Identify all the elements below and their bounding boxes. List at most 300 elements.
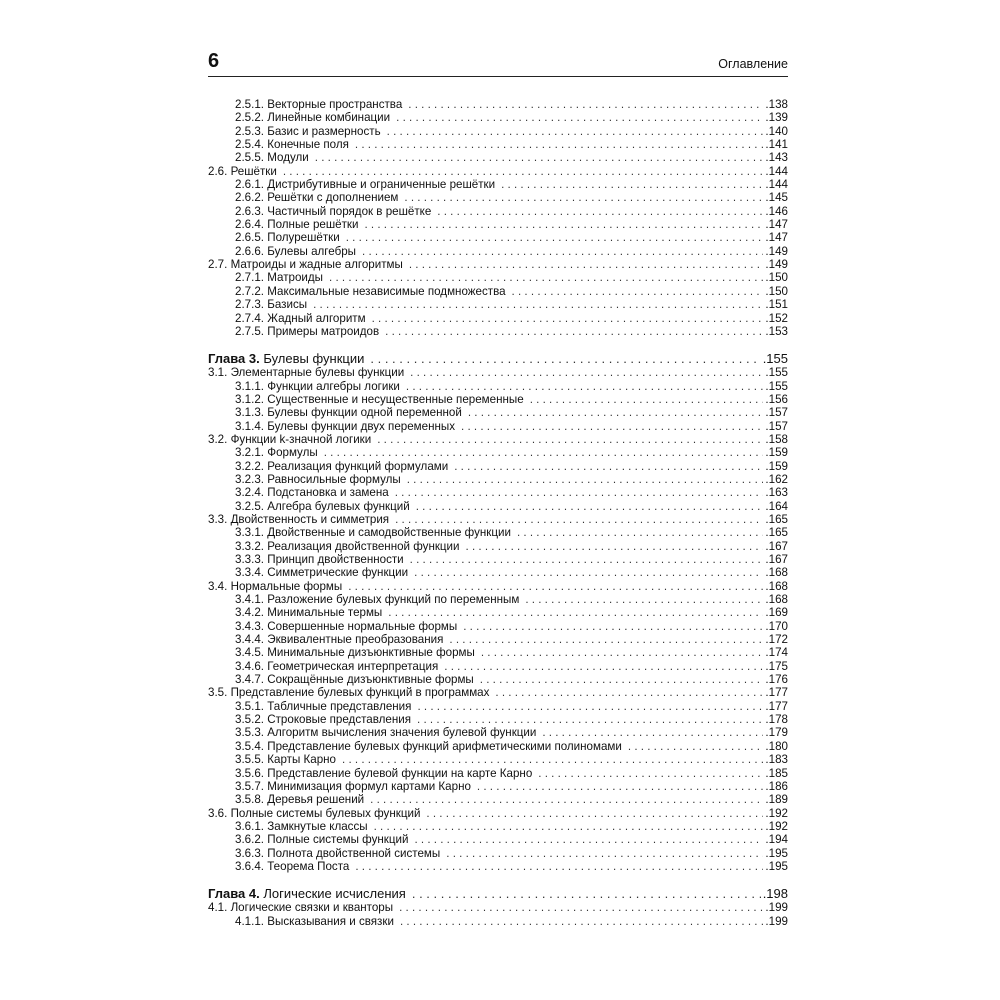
entry-title: Реализация двойственной функции (267, 539, 460, 553)
toc-subsection-entry[interactable] (208, 860, 788, 873)
entry-page-number: .192 (765, 806, 788, 820)
toc-section-entry[interactable] (208, 165, 788, 178)
entry-page-number: .155 (762, 351, 788, 367)
dot-leader (412, 886, 761, 901)
entry-number: 2.5.2. (235, 111, 265, 125)
toc-subsection-entry[interactable] (208, 553, 788, 566)
dot-leader (377, 433, 763, 446)
entry-title: Базисы (267, 298, 308, 312)
entry-title: Дистрибутивные и ограниченные решётки (267, 178, 496, 192)
dot-leader (396, 111, 763, 124)
entry-number: 3.4.3. (235, 619, 265, 633)
toc-entry-title (235, 473, 401, 486)
entry-title: Равносильные формулы (267, 472, 401, 486)
entry-title: Линейные комбинации (267, 111, 391, 125)
entry-page-number: .144 (765, 178, 788, 192)
entry-number: 3.1.2. (235, 392, 265, 406)
toc-entry-title (235, 793, 364, 806)
dot-leader (407, 473, 764, 486)
toc-subsection-entry[interactable] (208, 473, 788, 486)
entry-number: 3.4. (208, 579, 228, 593)
toc-subsection-entry[interactable] (208, 218, 788, 231)
dot-leader (329, 271, 763, 284)
toc-subsection-entry[interactable] (208, 151, 788, 164)
entry-page-number: .143 (765, 151, 788, 165)
toc-subsection-entry[interactable] (208, 620, 788, 633)
entry-title: Полурешётки (267, 231, 340, 245)
toc-subsection-entry[interactable] (208, 298, 788, 311)
toc-entry-title (208, 513, 389, 526)
entry-title: Двойственные и самодвойственные функции (267, 526, 511, 540)
entry-number: 3.6.2. (235, 833, 265, 847)
entry-title: Двойственность и симметрия (230, 512, 390, 526)
toc-entry-title (235, 566, 408, 579)
entry-title: Примеры матроидов (267, 324, 380, 338)
entry-page-number: .194 (765, 833, 788, 847)
toc-subsection-entry[interactable] (208, 285, 788, 298)
toc-entry-title (235, 740, 622, 753)
toc-entry-title (235, 526, 511, 539)
entry-title: Решётки (230, 164, 277, 178)
toc-entry-title (235, 125, 381, 138)
entry-title: Строковые представления (267, 713, 412, 727)
toc-chapter-entry[interactable] (208, 351, 788, 366)
entry-page-number: .147 (765, 231, 788, 245)
toc-entry-title (235, 205, 431, 218)
running-head: Оглавление (718, 57, 788, 71)
toc-entry-title (235, 847, 440, 860)
toc-entry-title (235, 406, 462, 419)
entry-number: 2.7. (208, 258, 228, 272)
dot-leader (395, 486, 764, 499)
toc-entry-title (235, 833, 408, 846)
toc-section-entry[interactable] (208, 686, 788, 699)
dot-leader (416, 500, 764, 513)
entry-number: 3.2. (208, 432, 228, 446)
entry-page-number: .178 (765, 713, 788, 727)
dot-leader (466, 540, 764, 553)
entry-number: 3.4.7. (235, 673, 265, 687)
entry-title: Разложение булевых функций по переменным (267, 593, 520, 607)
entry-number: 3.1. (208, 366, 228, 380)
toc-subsection-entry[interactable] (208, 325, 788, 338)
entry-title: Замкнутые классы (267, 819, 368, 833)
toc-entry-title (235, 298, 307, 311)
dot-leader (481, 646, 764, 659)
toc-subsection-entry[interactable] (208, 191, 788, 204)
entry-title: Решётки с дополнением (267, 191, 399, 205)
entry-number: 3.5.3. (235, 726, 265, 740)
dot-leader (426, 807, 763, 820)
entry-number: 2.7.1. (235, 271, 265, 285)
entry-page-number: .168 (765, 579, 788, 593)
entry-number: 3.5.5. (235, 753, 265, 767)
toc-entry-title (235, 780, 471, 793)
dot-leader (409, 258, 764, 271)
chapter-gap (208, 338, 788, 351)
toc-entry-title (235, 325, 379, 338)
toc-chapter-entry[interactable] (208, 886, 788, 901)
dot-leader (388, 606, 763, 619)
toc-subsection-entry[interactable] (208, 312, 788, 325)
page-number: 6 (208, 50, 220, 72)
entry-page-number: .195 (765, 859, 788, 873)
entry-page-number: .183 (765, 753, 788, 767)
dot-leader (512, 285, 764, 298)
toc-entry-title (235, 713, 411, 726)
entry-number: 3.3.3. (235, 553, 265, 566)
entry-page-number: .189 (765, 793, 788, 807)
entry-page-number: .199 (765, 914, 788, 928)
toc-entry-title (208, 165, 277, 178)
toc-subsection-entry[interactable] (208, 420, 788, 433)
entry-number: 3.5.1. (235, 699, 265, 713)
toc-subsection-entry[interactable] (208, 847, 788, 860)
entry-title: Булевы функции двух переменных (267, 419, 456, 433)
toc-entry-title (235, 460, 448, 473)
toc-entry-title (208, 901, 393, 914)
dot-leader (324, 446, 764, 459)
toc-subsection-entry[interactable] (208, 833, 788, 846)
entry-number: 3.5. (208, 686, 228, 700)
toc-subsection-entry[interactable] (208, 111, 788, 124)
entry-title: Функции алгебры логики (267, 379, 400, 393)
dot-leader (370, 351, 760, 366)
entry-page-number: .152 (765, 311, 788, 325)
entry-title: Геометрическая интерпретация (267, 659, 439, 673)
entry-number: 3.5.7. (235, 779, 265, 793)
toc-entry-title (235, 660, 438, 673)
toc-entry-title (235, 231, 340, 244)
toc-entry-title (235, 420, 455, 433)
dot-leader (454, 460, 763, 473)
entry-page-number: .147 (765, 218, 788, 232)
chapter-label: Глава 4. (208, 886, 260, 902)
entry-page-number: .180 (765, 739, 788, 753)
entry-title: Карты Карно (267, 753, 337, 767)
entry-number: 2.7.2. (235, 284, 265, 298)
entry-number: 3.4.5. (235, 646, 265, 660)
entry-number: 3.6.1. (235, 819, 265, 833)
toc-entry-title (235, 500, 410, 513)
toc-entry-title (235, 606, 382, 619)
toc-entry-title (208, 351, 364, 366)
toc-entry-title (208, 433, 371, 446)
entry-number: 3.5.4. (235, 739, 265, 753)
entry-number: 2.5.5. (235, 151, 265, 165)
entry-title: Векторные пространства (267, 98, 403, 111)
entry-number: 3.3.1. (235, 526, 265, 540)
toc-subsection-entry[interactable] (208, 740, 788, 753)
toc-entry-title (208, 807, 420, 820)
dot-leader (348, 580, 763, 593)
entry-page-number: .157 (765, 406, 788, 420)
dot-leader (628, 740, 764, 753)
entry-title: Модули (267, 151, 309, 165)
toc-section-entry[interactable] (208, 513, 788, 526)
toc-subsection-entry[interactable] (208, 231, 788, 244)
entry-title: Булевы алгебры (267, 244, 356, 258)
toc-subsection-entry[interactable] (208, 606, 788, 619)
entry-number: 2.6.4. (235, 218, 265, 232)
dot-leader (444, 660, 763, 673)
toc-subsection-entry[interactable] (208, 793, 788, 806)
dot-leader (387, 125, 764, 138)
toc-subsection-entry[interactable] (208, 713, 788, 726)
toc-subsection-entry[interactable] (208, 660, 788, 673)
entry-title: Принцип двойственности (267, 553, 404, 566)
entry-number: 2.6.3. (235, 204, 265, 218)
entry-title: Полнота двойственной системы (267, 846, 441, 860)
dot-leader (468, 406, 764, 419)
toc-subsection-entry[interactable] (208, 780, 788, 793)
entry-title: Матроиды и жадные алгоритмы (230, 258, 403, 272)
entry-page-number: .172 (765, 633, 788, 647)
entry-page-number: .163 (765, 486, 788, 500)
entry-page-number: .177 (765, 699, 788, 713)
entry-number: 4.1. (208, 901, 228, 915)
toc-section-entry[interactable] (208, 366, 788, 379)
dot-leader (315, 151, 764, 164)
dot-leader (480, 673, 764, 686)
entry-page-number: .177 (765, 686, 788, 700)
entry-title: Логические связки и кванторы (230, 901, 394, 915)
toc-subsection-entry[interactable] (208, 767, 788, 780)
entry-page-number: .149 (765, 258, 788, 272)
entry-number: 3.3.4. (235, 566, 265, 580)
entry-page-number: .169 (765, 606, 788, 620)
dot-leader (355, 138, 764, 151)
toc-subsection-entry[interactable] (208, 98, 788, 111)
toc-subsection-entry[interactable] (208, 526, 788, 539)
entry-title: Формулы (267, 446, 318, 460)
entry-page-number: .150 (765, 271, 788, 285)
entry-title: Полные решётки (267, 218, 359, 232)
dot-leader (399, 901, 763, 914)
toc-subsection-entry[interactable] (208, 125, 788, 138)
dot-leader (342, 753, 763, 766)
dot-leader (404, 191, 763, 204)
toc-entry-title (235, 540, 460, 553)
entry-title: Высказывания и связки (267, 914, 394, 928)
dot-leader (414, 566, 763, 579)
entry-title: Существенные и несущественные переменные (267, 392, 524, 406)
entry-page-number: .176 (765, 673, 788, 687)
toc-entry-title (235, 633, 443, 646)
entry-page-number: .153 (765, 324, 788, 338)
toc-subsection-entry[interactable] (208, 593, 788, 606)
toc-entry-title (235, 111, 390, 124)
toc-subsection-entry[interactable] (208, 540, 788, 553)
toc-subsection-entry[interactable] (208, 500, 788, 513)
entry-number: 3.1.4. (235, 419, 265, 433)
entry-page-number: .175 (765, 659, 788, 673)
entry-number: 3.5.8. (235, 793, 265, 807)
entry-title: Конечные поля (267, 138, 349, 152)
entry-title: Функции k-значной логики (230, 432, 372, 446)
toc-entry-title (235, 486, 389, 499)
entry-title: Симметрические функции (267, 566, 409, 580)
entry-page-number: .167 (765, 539, 788, 553)
toc-entry-title (235, 393, 524, 406)
toc-subsection-entry[interactable] (208, 646, 788, 659)
entry-number: 3.1.1. (235, 379, 265, 393)
entry-number: 3.4.6. (235, 659, 265, 673)
entry-number: 3.5.2. (235, 713, 265, 727)
entry-title: Сокращённые дизъюнктивные формы (267, 673, 474, 687)
toc-subsection-entry[interactable] (208, 245, 788, 258)
toc-subsection-entry[interactable] (208, 460, 788, 473)
dot-leader (417, 700, 763, 713)
toc-entry-title (235, 593, 519, 606)
toc-entry-title (208, 366, 404, 379)
toc-subsection-entry[interactable] (208, 178, 788, 191)
toc-subsection-entry[interactable] (208, 915, 788, 928)
entry-title: Теорема Поста (267, 859, 350, 873)
toc-subsection-entry[interactable] (208, 138, 788, 151)
dot-leader (477, 780, 764, 793)
entry-number: 2.6. (208, 164, 228, 178)
dot-leader (395, 513, 763, 526)
entry-number: 3.1.3. (235, 406, 265, 420)
entry-number: 3.2.4. (235, 486, 265, 500)
toc-subsection-entry[interactable] (208, 406, 788, 419)
dot-leader (406, 380, 764, 393)
entry-number: 2.7.4. (235, 311, 265, 325)
entry-number: 3.2.2. (235, 459, 265, 473)
entry-title: Подстановка и замена (267, 486, 389, 500)
toc-entry-title (235, 271, 323, 284)
entry-page-number: .145 (765, 191, 788, 205)
dot-leader (283, 165, 764, 178)
dot-leader (525, 593, 763, 606)
dot-leader (313, 298, 763, 311)
toc-subsection-entry[interactable] (208, 633, 788, 646)
entry-page-number: .159 (765, 459, 788, 473)
toc-subsection-entry[interactable] (208, 446, 788, 459)
entry-page-number: .170 (765, 619, 788, 633)
entry-page-number: .141 (765, 138, 788, 152)
entry-page-number: .158 (765, 432, 788, 446)
toc-entry-title (235, 138, 349, 151)
entry-page-number: .156 (765, 392, 788, 406)
chapter-gap (208, 873, 788, 886)
toc-entry-title (235, 553, 404, 566)
entry-title: Булевы функции одной переменной (267, 406, 462, 420)
dot-leader (495, 686, 763, 699)
toc-subsection-entry[interactable] (208, 726, 788, 739)
toc-subsection-entry[interactable] (208, 566, 788, 579)
toc-section-entry[interactable] (208, 901, 788, 914)
dot-leader (370, 793, 763, 806)
entry-page-number: .155 (765, 379, 788, 393)
toc-subsection-entry[interactable] (208, 380, 788, 393)
toc-subsection-entry[interactable] (208, 753, 788, 766)
toc-section-entry[interactable] (208, 807, 788, 820)
entry-page-number: .168 (765, 566, 788, 580)
dot-leader (501, 178, 763, 191)
entry-title: Минимальные термы (267, 606, 383, 620)
entry-page-number: .144 (765, 164, 788, 178)
entry-number: 3.3.2. (235, 539, 265, 553)
dot-leader (374, 820, 764, 833)
entry-number: 2.6.2. (235, 191, 265, 205)
entry-number: 2.7.5. (235, 324, 265, 338)
entry-title: Базис и размерность (267, 124, 381, 138)
entry-title: Табличные представления (267, 699, 412, 713)
dot-leader (463, 620, 763, 633)
entry-title: Матроиды (267, 271, 324, 285)
toc-subsection-entry[interactable] (208, 486, 788, 499)
toc-entry-title (235, 767, 532, 780)
entry-number: 2.6.5. (235, 231, 265, 245)
dot-leader (449, 633, 763, 646)
entry-number: 3.4.4. (235, 633, 265, 647)
toc-section-entry[interactable] (208, 580, 788, 593)
entry-number: 3.5.6. (235, 766, 265, 780)
entry-number: 2.6.1. (235, 178, 265, 192)
entry-title: Эквивалентные преобразования (267, 633, 444, 647)
entry-number: 4.1.1. (235, 914, 265, 928)
entry-page-number: .157 (765, 419, 788, 433)
dot-leader (530, 393, 764, 406)
entry-page-number: .168 (765, 593, 788, 607)
chapter-title: Логические исчисления (263, 886, 406, 902)
dot-leader (410, 553, 764, 566)
toc-entry-title (208, 258, 403, 271)
toc-entry-title (235, 915, 394, 928)
toc-entry-title (235, 380, 400, 393)
entry-page-number: .140 (765, 124, 788, 138)
dot-leader (364, 218, 763, 231)
toc-entry-title (235, 700, 411, 713)
entry-title: Представление булевых функций в программах (230, 686, 490, 700)
toc-subsection-entry[interactable] (208, 820, 788, 833)
entry-title: Совершенные нормальные формы (267, 619, 458, 633)
entry-number: 2.5.3. (235, 124, 265, 138)
entry-page-number: .164 (765, 499, 788, 513)
entry-page-number: .174 (765, 646, 788, 660)
dot-leader (542, 726, 763, 739)
toc-entry-title (235, 620, 457, 633)
entry-page-number: .165 (765, 512, 788, 526)
toc-entry-title (235, 285, 506, 298)
entry-page-number: .185 (765, 766, 788, 780)
toc-section-entry[interactable] (208, 433, 788, 446)
chapter-label: Глава 3. (208, 351, 260, 367)
entry-title: Нормальные формы (230, 579, 343, 593)
entry-number: 3.4.1. (235, 593, 265, 607)
entry-page-number: .195 (765, 846, 788, 860)
toc-subsection-entry[interactable] (208, 205, 788, 218)
toc-subsection-entry[interactable] (208, 673, 788, 686)
toc-subsection-entry[interactable] (208, 271, 788, 284)
toc-entry-title (235, 312, 366, 325)
toc-subsection-entry[interactable] (208, 700, 788, 713)
toc-entry-title (235, 191, 398, 204)
entry-number: 3.4.2. (235, 606, 265, 620)
toc-section-entry[interactable] (208, 258, 788, 271)
entry-number: 3.6.4. (235, 859, 265, 873)
entry-page-number: .138 (765, 98, 788, 111)
entry-title: Реализация функций формулами (267, 459, 449, 473)
entry-page-number: .192 (765, 819, 788, 833)
toc-subsection-entry[interactable] (208, 393, 788, 406)
toc-entry-title (208, 886, 406, 901)
entry-title: Алгоритм вычисления значения булевой функции (267, 726, 537, 740)
table-of-contents (208, 98, 788, 928)
entry-page-number: .199 (765, 901, 788, 915)
